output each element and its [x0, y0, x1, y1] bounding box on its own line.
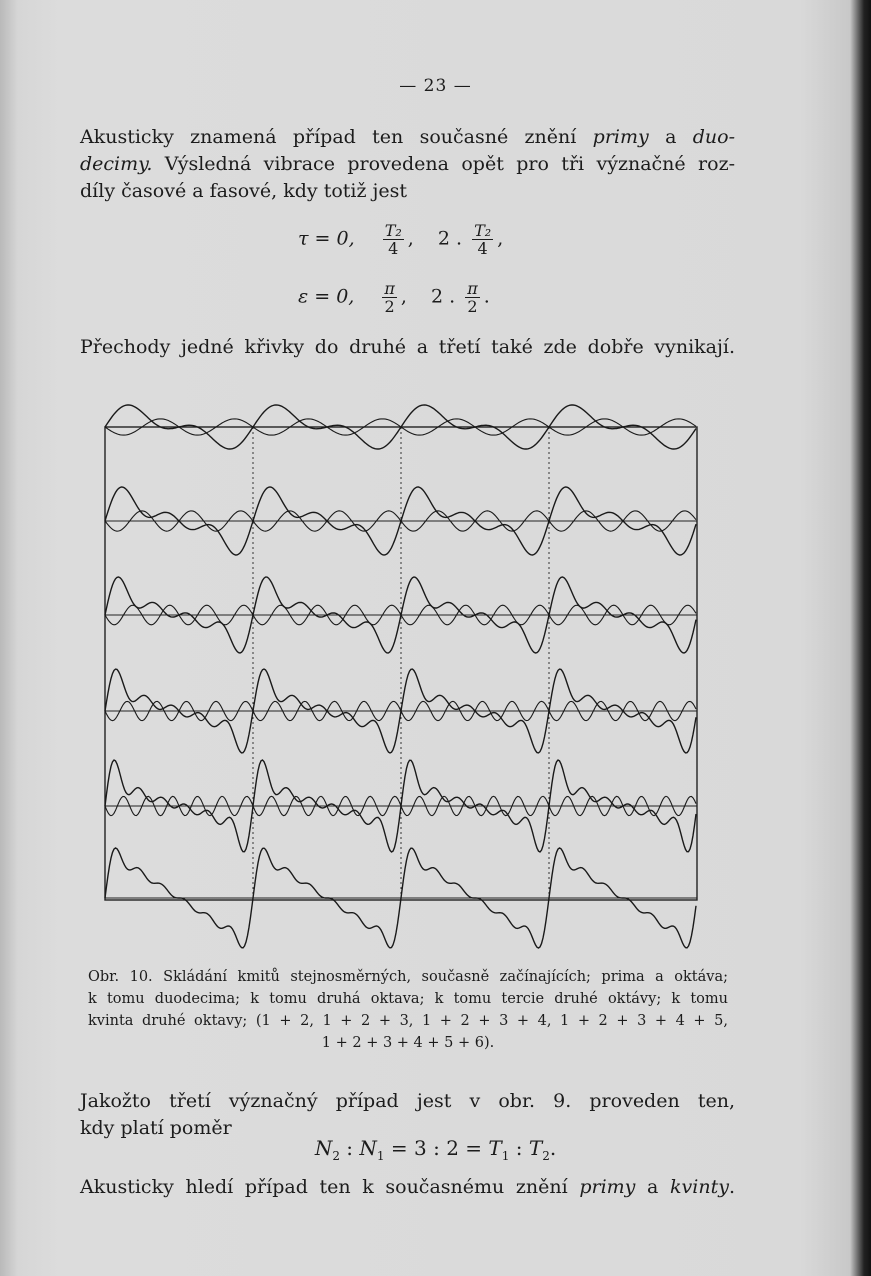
eq2-mul: 2 .	[430, 285, 456, 308]
caption-line3: kvinta druhé oktavy; (1 + 2, 1 + 2 + 3, 1 + 2 + 3 + 4, 1 + 2 + 3 + 4 + 5,	[88, 1013, 728, 1029]
eq2-sep1: ,	[400, 285, 407, 308]
text-span: .	[728, 1176, 735, 1198]
caption-line4: 1 + 2 + 3 + 4 + 5 + 6).	[321, 1035, 495, 1051]
eq1-f1-den: 4	[388, 239, 399, 258]
para1-line3: díly časové a fasové, kdy totiž jest	[80, 180, 408, 202]
ratio-n: N	[359, 1136, 377, 1160]
eq2-lhs: ε = 0,	[298, 285, 355, 308]
ratio-mid: = 3 : 2 =	[384, 1136, 489, 1160]
ratio-sub: 1	[376, 1149, 385, 1163]
eq2-f2-den: 2	[467, 297, 478, 316]
eq1-mul: 2 .	[437, 227, 463, 250]
ratio-sub: 2	[542, 1149, 550, 1163]
ratio-colon: :	[339, 1136, 360, 1160]
figure-caption	[88, 966, 728, 1054]
ratio-sub: 1	[501, 1149, 510, 1163]
ratio-t: T	[488, 1136, 502, 1160]
figure-curves	[105, 405, 696, 948]
text-span: Akusticky hledí případ ten k současnému znění	[80, 1176, 580, 1198]
ratio-colon: :	[509, 1136, 529, 1160]
para4-line	[80, 1174, 735, 1201]
para3-line1: Jakožto třetí význačný případ jest v obr. 9. proveden ten,	[80, 1090, 735, 1112]
paragraph-prima-kvinta	[80, 1174, 735, 1201]
italic-prima: primy	[592, 126, 649, 148]
text-span: a	[635, 1176, 671, 1198]
page-number: — 23 —	[399, 76, 472, 96]
eq1-sep1: ,	[407, 227, 414, 250]
caption-line1: Obr. 10. Skládání kmitů stejnosměrných, současně začínajících; prima a oktáva;	[88, 969, 728, 985]
ratio-equation	[0, 1136, 871, 1163]
eq2-f1-num: π	[384, 279, 395, 298]
ratio-t: T	[528, 1136, 543, 1160]
italic-decimy: decimy.	[80, 153, 153, 175]
text-span: Výsledná vibrace provedena opět pro tři význačné roz-	[152, 153, 735, 175]
italic-duo: duo-	[692, 126, 735, 148]
paragraph-third-case	[80, 1088, 735, 1142]
eq2-f2-num: π	[467, 279, 478, 298]
eq1-f1-num: T₂	[384, 221, 402, 240]
eq1-sep2: ,	[497, 227, 504, 250]
eq2-sep2: .	[483, 285, 490, 308]
para3-line2: kdy platí poměr	[80, 1117, 232, 1139]
figure-frame	[105, 427, 697, 900]
text-span: Akusticky znamená případ ten současné znění	[80, 126, 593, 148]
caption-line2: k tomu duodecima; k tomu druhá oktava; k tomu tercie druhé oktávy; k tomu	[88, 991, 728, 1007]
eq1-f2-den: 4	[477, 239, 488, 258]
italic-kvinty: kvinty	[670, 1176, 729, 1198]
italic-primy: primy	[579, 1176, 636, 1198]
text-span: a	[648, 126, 693, 148]
eq2-f1-den: 2	[384, 297, 395, 316]
ratio-n: N	[314, 1136, 333, 1160]
eq1-lhs: τ = 0,	[298, 227, 355, 250]
eq1-f2-num: T₂	[474, 221, 492, 240]
ratio-sub: 2	[332, 1149, 340, 1163]
ratio-end: .	[549, 1136, 557, 1160]
para2-text: Přechody jedné křivky do druhé a třetí také zde dobře vynikají.	[80, 336, 735, 358]
